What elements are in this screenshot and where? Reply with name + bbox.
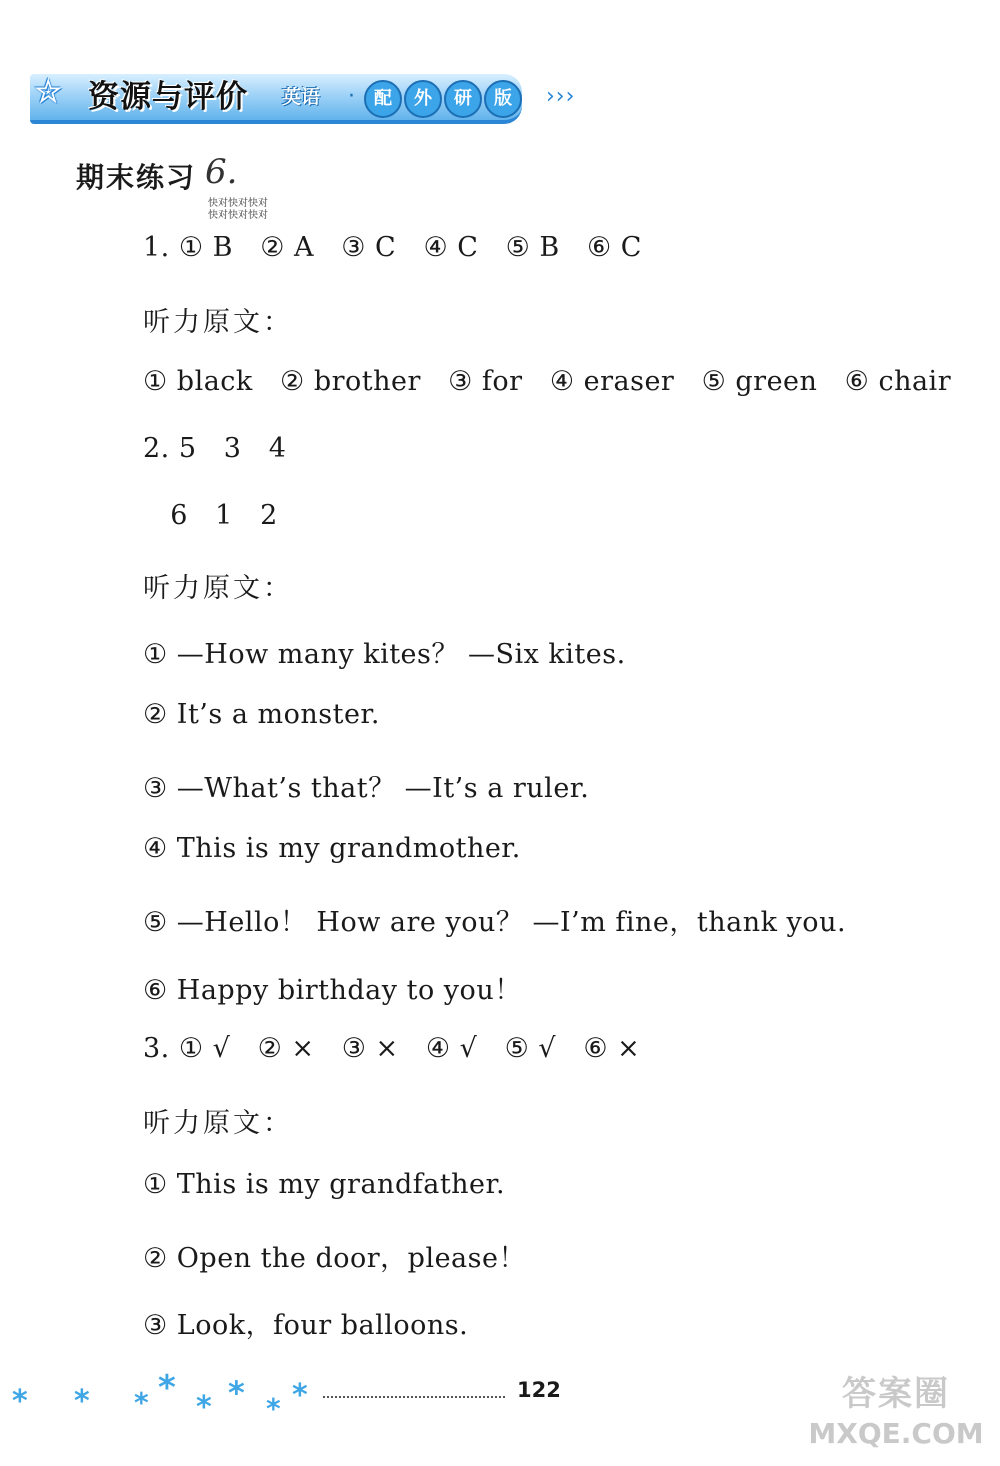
transcript-line: ① This is my grandfather. [143, 1169, 506, 1200]
star-icon: * [292, 1378, 308, 1413]
section-title: 期末练习 [76, 161, 197, 194]
edition-badge [364, 80, 522, 118]
subject-label: 英语 [282, 86, 321, 108]
chevron-right-icon: ››› [546, 84, 576, 109]
edition-char: 研 [444, 80, 482, 118]
listening-heading: 听力原文： [143, 573, 293, 604]
transcript-line: ② Open the door，please！ [143, 1243, 526, 1274]
page-number: 122 [517, 1378, 561, 1402]
banner-separator: · [348, 84, 355, 109]
header-banner [30, 70, 576, 126]
stamp-line: 快对快对快对 [208, 198, 268, 209]
edition-char: 配 [364, 80, 402, 118]
answer-line-2a: 2. 5 3 4 [143, 433, 287, 464]
star-icon: * [74, 1384, 90, 1419]
transcript-line: ③ —What’s that？ —It’s a ruler. [143, 773, 590, 804]
star-icon: * [266, 1392, 281, 1425]
listening-heading: 听力原文： [143, 1108, 293, 1139]
transcript-line: ② It’s a monster. [143, 699, 380, 730]
watermark-logo [806, 1372, 986, 1462]
star-icon: * [134, 1386, 149, 1419]
transcript-line: ⑥ Happy birthday to you！ [143, 975, 522, 1006]
star-logo-icon: ✮ [34, 72, 63, 112]
transcript-line: ③ Look，four balloons. [143, 1310, 469, 1341]
star-icon: * [196, 1390, 212, 1425]
transcript-line: ⑤ —Hello！ How are you？ —I’m fine，thank you. [143, 907, 847, 938]
footer-dotted-rule [323, 1396, 505, 1398]
star-icon: * [228, 1374, 245, 1412]
handwritten-mark: 6. [205, 152, 238, 192]
decorative-stars [10, 1370, 310, 1430]
star-icon: * [12, 1384, 28, 1419]
listening-heading: 听力原文： [143, 307, 293, 338]
listening-words-1: ① black ② brother ③ for ④ eraser ⑤ green ⑥ chair [143, 366, 952, 397]
stamp-text [208, 198, 268, 222]
watermark-text: 答案圈 [842, 1374, 950, 1414]
edition-char: 外 [404, 80, 442, 118]
answer-line-1: 1. ① B ② A ③ C ④ C ⑤ B ⑥ C [143, 232, 642, 263]
stamp-line: 快对快对快对 [208, 210, 268, 221]
answer-line-2b: 6 1 2 [143, 500, 278, 531]
transcript-line: ④ This is my grandmother. [143, 833, 521, 864]
star-icon: * [158, 1368, 176, 1408]
watermark-domain: MXQE.COM [808, 1417, 984, 1450]
edition-char: 版 [484, 80, 522, 118]
answer-line-3: 3. ① √ ② × ③ × ④ √ ⑤ √ ⑥ × [143, 1033, 641, 1064]
book-title: 资源与评价 [88, 79, 248, 115]
transcript-line: ① —How many kites？ —Six kites. [143, 639, 626, 670]
